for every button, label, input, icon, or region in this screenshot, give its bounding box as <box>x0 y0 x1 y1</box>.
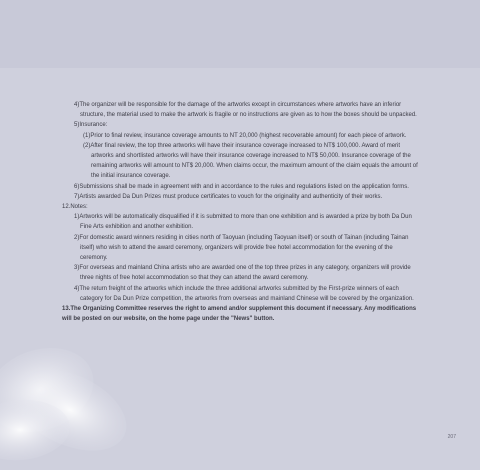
page-number: 207 <box>447 434 456 440</box>
document-body <box>60 100 420 324</box>
section-12-heading: 12.Notes: <box>62 204 88 211</box>
note-1: 1)Artworks will be automatically disqualified if it is submitted to more than one exhibition and is awarded a prize by both Da Dun Fine Arts exhibition and another exhibition. <box>74 214 412 231</box>
header-band <box>0 0 480 68</box>
section-13: 13.The Organizing Committee reserves the right to amend and/or supplement this document if necessary. Any modifications will be posted on our website, on the home page under the "News" button. <box>62 306 417 323</box>
item-4: 4)The organizer will be responsible for the damage of the artworks except in circumstances where artworks have an inferior structure, the material used to make the artwork is fragile or no instructions are given as to how the boxes should be unpacked. <box>74 102 417 119</box>
item-7: 7)Artists awarded Da Dun Prizes must produce certificates to vouch for the originality and authenticity of their works. <box>74 193 383 200</box>
flower-watermark <box>0 300 160 470</box>
note-4: 4)The return freight of the artworks which include the three additional artworks submitted by the First-prize winners of each category for Da Dun Prize competition, the artworks from overseas and mainland Chinese will be covered by the organization. <box>74 285 414 302</box>
item-5-insurance: 5)Insurance: <box>74 122 108 129</box>
item-5-1: (1)Prior to final review, insurance coverage amounts to NT 20,000 (highest recoverable amount) for each piece of artwork. <box>83 132 407 139</box>
item-5-2: (2)After final review, the top three artworks will have their insurance coverage increased to NT$ 100,000. Award of merit artworks and shortlisted artworks will have their insurance coverage increased to NT$ 50,000. Insurance coverage of the remaining artworks will amount to NT$ 20,000. When claims occur, the maximum amount of the claim equals the amount of the initial insurance coverage. <box>83 142 418 180</box>
note-2: 2)For domestic award winners residing in cities north of Taoyuan (including Taoyuan itself) or south of Tainan (including Tainan itself) who wish to attend the award ceremony, organizers will provide free hotel accommodation for the evening of the ceremony. <box>74 234 409 262</box>
note-3: 3)For overseas and mainland China artists who are awarded one of the top three prizes in any category, organizers will provide three nights of free hotel accommodation so that they can attend the award ceremony. <box>74 265 411 282</box>
item-6: 6)Submissions shall be made in agreement with and in accordance to the rules and regulations listed on the application forms. <box>74 183 409 190</box>
